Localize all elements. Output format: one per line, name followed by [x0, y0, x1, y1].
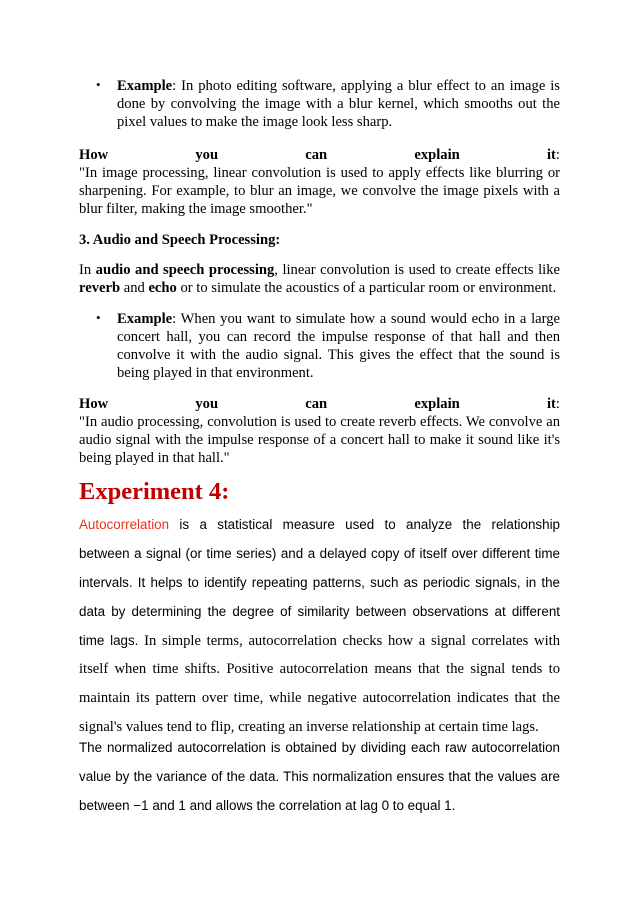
text-line: value by the variance of the data. This normalization ensures that the values are: [79, 769, 560, 784]
how-word: you: [195, 396, 219, 412]
how-word: can: [305, 147, 328, 163]
text-line: The normalized autocorrelation is obtained by dividing each raw autocorrelation: [79, 740, 560, 755]
how-word: can: [305, 396, 328, 412]
example-label: Example: [117, 78, 173, 94]
example-text: : In photo editing software, applying a blur effect to an image is done by convolving the image with a blur kernel, which smooths out the pixel values to make the image look less sharp.: [117, 78, 560, 130]
text-line: between a signal (or time series) and a delayed copy of itself over different time: [79, 546, 560, 561]
text-line: itself when time shifts. Positive autocorrelation means that the signal tends to: [79, 661, 560, 677]
text-line: maintain its pattern over time, while negative autocorrelation indicates that the: [79, 690, 560, 706]
explain-block-2: [79, 395, 560, 467]
how-word: How: [79, 147, 109, 163]
bullet-dot: •: [96, 77, 101, 92]
how-word: you: [195, 147, 219, 163]
text-line: signal's values tend to flip, creating an inverse relationship at certain time lags.: [79, 719, 539, 735]
text-line: data by determining the degree of similarity between observations at different: [79, 604, 560, 619]
explain-quote: "In image processing, linear convolution is used to apply effects like blurring or sharpening. For example, to blur an image, we convolve the image pixels with a blur filter, making the image smoother.": [79, 165, 560, 217]
experiment-heading: Experiment 4:: [79, 478, 230, 505]
normalized-paragraph: [79, 733, 560, 820]
how-word-last: it:: [546, 147, 560, 163]
how-word-last: it:: [546, 396, 560, 412]
section-title: 3. Audio and Speech Processing:: [79, 232, 281, 248]
explain-heading: [79, 395, 560, 413]
bullet-text: [117, 77, 560, 131]
example-label: Example: [117, 311, 173, 327]
text-line: time lags. In simple terms, autocorrelation checks how a signal correlates with: [79, 633, 560, 649]
bullet-dot: •: [96, 310, 101, 325]
text-line: Autocorrelation is a statistical measure used to analyze the relationship: [79, 517, 560, 532]
section-intro: In audio and speech processing, linear convolution is used to create effects like reverb and echo or to simulate the acoustics of a particular room or environment.: [79, 262, 560, 296]
how-word: How: [79, 396, 109, 412]
autocorrelation-paragraph: [79, 510, 560, 742]
explain-heading: [79, 146, 560, 164]
explain-quote: "In audio processing, convolution is used to create reverb effects. We convolve an audio signal with the impulse response of a concert hall to make it sound like it's being played in that hall.": [79, 414, 560, 466]
text-line: intervals. It helps to identify repeating patterns, such as periodic signals, in the: [79, 575, 560, 590]
bullet-text: [117, 310, 560, 382]
text-line: between −1 and 1 and allows the correlation at lag 0 to equal 1.: [79, 798, 456, 813]
how-word: explain: [414, 147, 460, 163]
explain-block-1: [79, 146, 560, 218]
example-text: : When you want to simulate how a sound would echo in a large concert hall, you can record the impulse response of that hall and then convolve it with the audio signal. This gives the effect that the sound is being played in that environment.: [117, 311, 560, 381]
autocorrelation-term: Autocorrelation: [79, 517, 170, 532]
how-word: explain: [414, 396, 460, 412]
